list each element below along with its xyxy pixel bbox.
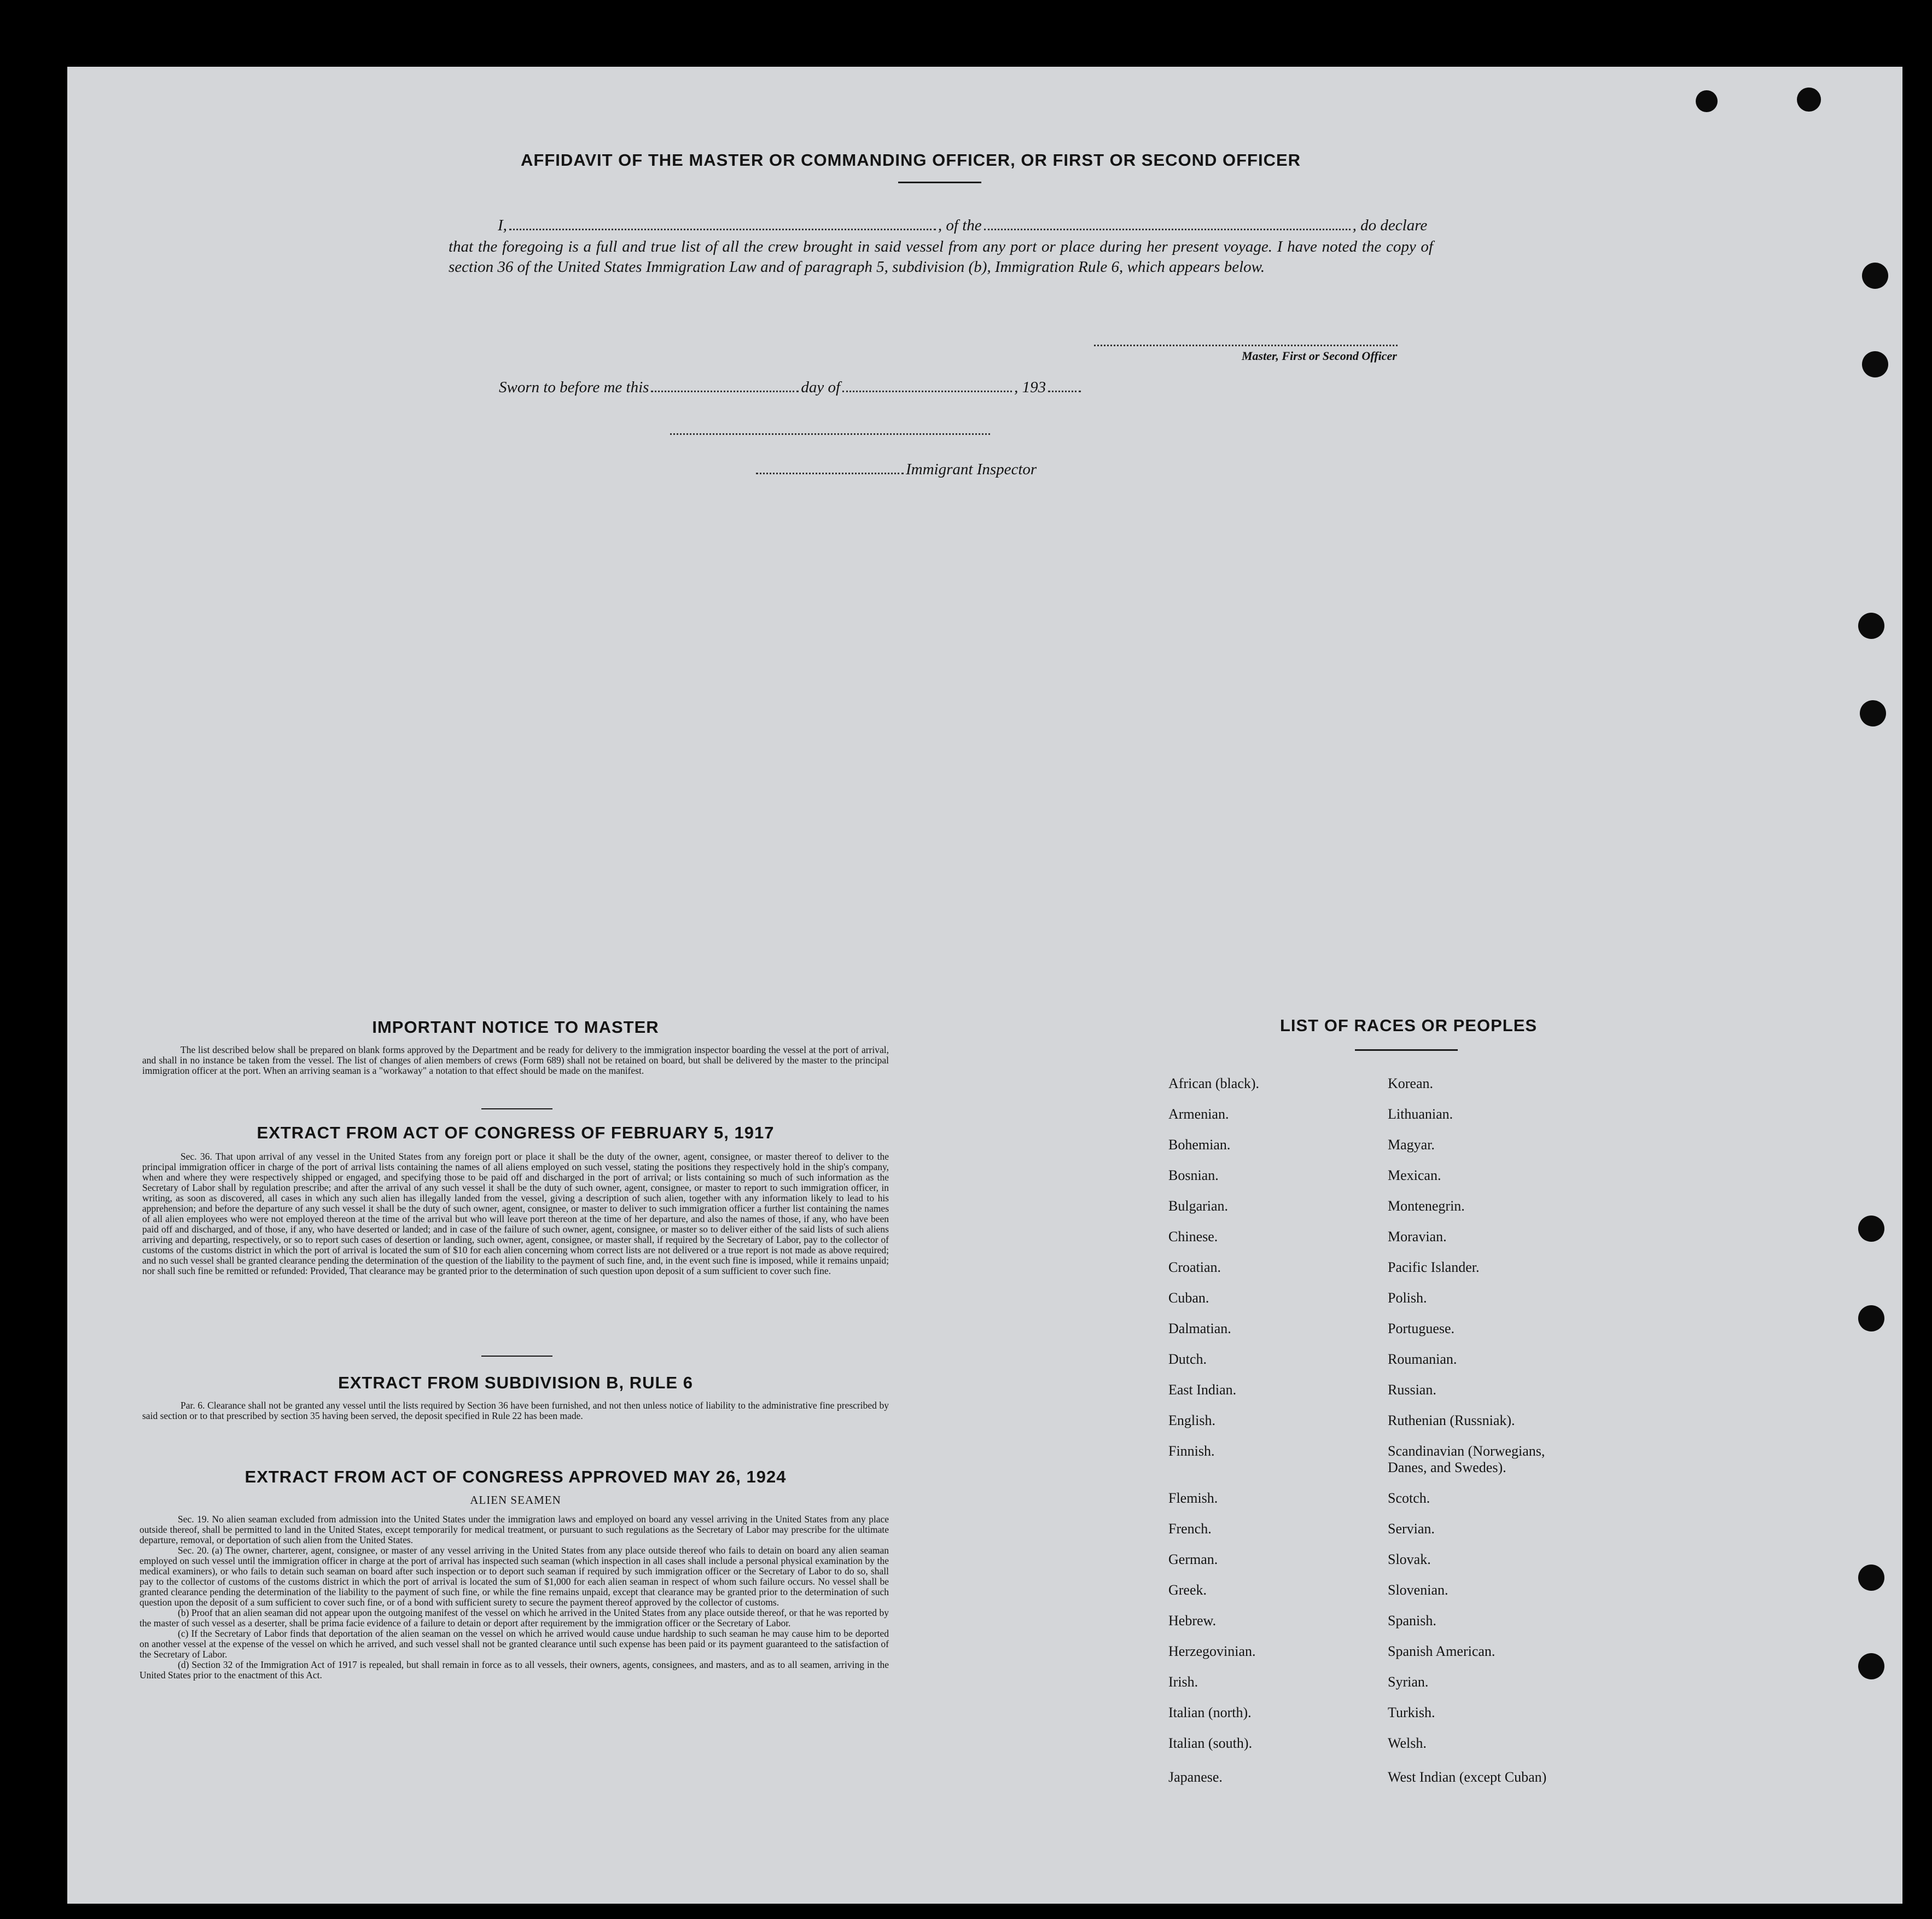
extract-rule6-title: EXTRACT FROM SUBDIVISION B, RULE 6 xyxy=(338,1373,693,1392)
title-rule xyxy=(898,182,981,183)
extract-1924-paragraph: (c) If the Secretary of Labor finds that deportation of the alien seaman on the vessel on which he arrived would cause undue hardship to such seaman he may cause him to be deported on another vessel at the expense of the vessel on which he arrived, and such vessel shall not be granted clearance until such expense has been paid or its payment guaranteed to the satisfaction of the Secretary of Labor. xyxy=(139,1628,889,1660)
of-the-label: , of the xyxy=(938,217,982,234)
extract-rule6-paragraph: Par. 6. Clearance shall not be granted any vessel until the lists required by Section 36 have been furnished, and not then unless notice of liability to the administrative fine prescribed by said section or to that prescribed by section 35 having been served, the deposit specified in Rule 22 has been made. xyxy=(142,1400,889,1421)
declaration-line xyxy=(498,217,1427,235)
race-left-item: Armenian. xyxy=(1168,1106,1229,1122)
extract-1917-text xyxy=(142,1152,889,1276)
race-left-item: Finnish. xyxy=(1168,1443,1215,1459)
race-left-item: Dalmatian. xyxy=(1168,1321,1231,1336)
punch-hole xyxy=(1858,1216,1884,1242)
punch-hole xyxy=(1858,1653,1884,1679)
punch-hole xyxy=(1696,90,1718,112)
race-right-item: Roumanian. xyxy=(1388,1351,1457,1367)
punch-hole xyxy=(1858,1305,1884,1331)
race-left-item: Herzegovinian. xyxy=(1168,1643,1256,1659)
extract-1924-title: EXTRACT FROM ACT OF CONGRESS APPROVED MAY 26, 1924 xyxy=(245,1467,787,1486)
race-left-item: African (black). xyxy=(1168,1075,1260,1091)
race-left-item: Croatian. xyxy=(1168,1259,1221,1275)
race-right-item: Russian. xyxy=(1388,1382,1436,1398)
punch-hole xyxy=(1858,1565,1884,1591)
extract-1924-text xyxy=(139,1514,889,1680)
name-blank[interactable] xyxy=(509,228,936,230)
extract-1924-paragraph: (b) Proof that an alien seaman did not appear upon the outgoing manifest of the vessel on which he arrived in the United States from any place outside thereof, or that he was reported by the master of such vessel as a deserter, shall be prima facie evidence of a failure to detain or deport after requirement by the immigration officer or the Secretary of Labor. xyxy=(139,1607,889,1629)
race-left-item: East Indian. xyxy=(1168,1382,1237,1398)
affidavit-title: AFFIDAVIT OF THE MASTER OR COMMANDING OFFICER, OR FIRST OR SECOND OFFICER xyxy=(521,150,1301,170)
race-right-item: Ruthenian (Russniak). xyxy=(1388,1412,1515,1428)
notice-title: IMPORTANT NOTICE TO MASTER xyxy=(372,1017,659,1037)
race-right-item: Polish. xyxy=(1388,1290,1427,1306)
race-right-item: Welsh. xyxy=(1388,1735,1427,1751)
punch-hole xyxy=(1860,700,1886,726)
extract-1924-paragraph: (d) Section 32 of the Immigration Act of 1917 is repealed, but shall remain in force as to all vessels, their owners, agents, consignees, and masters, and as to all seamen, arriving in the United States prior to the enactment of this Act. xyxy=(139,1659,889,1680)
extract-1924-paragraph: Sec. 19. No alien seaman excluded from admission into the United States under the immigration laws and employed on board any vessel arriving in the United States from any place outside thereof, shall be permitted to land in the United States, except temporarily for medical treatment, or pursuant to such regulations as the Secretary of Labor may prescribe for the ultimate departure, removal, or deportation of such alien from the United States. xyxy=(139,1514,889,1545)
notice-paragraph: The list described below shall be prepared on blank forms approved by the Department and be ready for delivery to the immigration inspector boarding the vessel at the port of arrival, and shall in no instance be taken from the vessel. The list of changes of alien members of crews (Form 689) shall not be retained on board, but shall be delivered by the master to the principal immigration officer at the port. When an arriving seaman is a "workaway" a notation to that effect should be made on the manifest. xyxy=(142,1044,889,1076)
race-right-item: Pacific Islander. xyxy=(1388,1259,1480,1275)
race-right-item: Spanish American. xyxy=(1388,1643,1495,1659)
race-right-item: Portuguese. xyxy=(1388,1321,1455,1336)
race-left-item: English. xyxy=(1168,1412,1215,1428)
race-right-item: Moravian. xyxy=(1388,1229,1447,1245)
race-right-item: West Indian (except Cuban) xyxy=(1388,1769,1547,1785)
race-right-item: Lithuanian. xyxy=(1388,1106,1453,1122)
race-left-item: Irish. xyxy=(1168,1674,1198,1690)
race-right-item: Slovenian. xyxy=(1388,1582,1448,1598)
race-right-item: Servian. xyxy=(1388,1521,1435,1537)
section-rule xyxy=(481,1356,552,1357)
year-label: , 193 xyxy=(1014,379,1046,396)
races-title: LIST OF RACES OR PEOPLES xyxy=(1279,1016,1538,1035)
race-right-item: Syrian. xyxy=(1388,1674,1429,1690)
extract-1924-paragraph: Sec. 20. (a) The owner, charterer, agent, consignee, or master of any vessel arriving in the United States from any place outside thereof who fails to detain on board any alien seaman employed on such vessel until the immigration officer in charge at the port of arrival has inspected such seaman (which inspection in all cases shall include a personal physical examination by the medical examiners), or who fails to detain such seaman on board after such inspection or to deport such seaman if required by such immigration officer or the Secretary of Labor to do so, shall pay to the collector of customs of the customs district in which the port of arrival is located the sum of $1,000 for each alien seaman in respect of whom such failure occurs. No vessel shall be granted clearance pending the determination of the liability to the payment of such fine, or while the fine remains unpaid, except that clearance may be granted prior to the determination of such question upon the deposit of a sum sufficient to cover such fine, or of a bond with sufficient surety to secure the payment thereof approved by the collector of customs. xyxy=(139,1545,889,1608)
inspector-blank[interactable] xyxy=(756,472,904,474)
race-right-item: Slovak. xyxy=(1388,1551,1431,1567)
day-blank[interactable] xyxy=(651,390,799,392)
inspector-signature-line[interactable] xyxy=(670,433,990,435)
extract-1917-title: EXTRACT FROM ACT OF CONGRESS OF FEBRUARY 5, 1917 xyxy=(257,1123,775,1142)
section-rule xyxy=(481,1108,552,1109)
extract-1924-subtitle: ALIEN SEAMEN xyxy=(470,1493,561,1507)
signature-label: Master, First or Second Officer xyxy=(1242,349,1397,363)
race-right-item: Korean. xyxy=(1388,1075,1434,1091)
race-left-item: Chinese. xyxy=(1168,1229,1218,1245)
race-right-item: Spanish. xyxy=(1388,1613,1436,1629)
punch-hole xyxy=(1797,88,1821,112)
race-left-item: Bohemian. xyxy=(1168,1137,1231,1153)
race-right-item: Scotch. xyxy=(1388,1490,1430,1506)
day-of-label: day of xyxy=(801,379,841,396)
sworn-label: Sworn to before me this xyxy=(499,379,649,396)
signature-line[interactable] xyxy=(1094,345,1398,346)
month-blank[interactable] xyxy=(842,390,1012,392)
race-left-item: Hebrew. xyxy=(1168,1613,1217,1629)
notice-text xyxy=(142,1045,889,1076)
race-right-item: Montenegrin. xyxy=(1388,1198,1465,1214)
race-right-item: Mexican. xyxy=(1388,1167,1441,1183)
declare-label: , do declare xyxy=(1352,217,1428,234)
punch-hole xyxy=(1862,263,1888,289)
declarant-prefix: I, xyxy=(498,217,507,234)
punch-hole xyxy=(1862,351,1888,377)
punch-hole xyxy=(1858,613,1884,639)
race-right-item: Turkish. xyxy=(1388,1705,1435,1720)
declaration-body: that the foregoing is a full and true list of all the crew brought in said vessel from any port or place during her present voyage. I have noted the copy of section 36 of the United States Immigration Law and of paragraph 5, subdivision (b), Immigration Rule 6, which appears below. xyxy=(449,238,1433,276)
sworn-line xyxy=(499,379,1083,397)
race-left-item: Italian (south). xyxy=(1168,1735,1253,1751)
race-left-item: Flemish. xyxy=(1168,1490,1218,1506)
race-left-item: French. xyxy=(1168,1521,1212,1537)
race-left-item: Bulgarian. xyxy=(1168,1198,1229,1214)
race-left-item: Dutch. xyxy=(1168,1351,1207,1367)
race-left-item: Greek. xyxy=(1168,1582,1207,1598)
race-left-item: Japanese. xyxy=(1168,1769,1223,1785)
race-right-item: Magyar. xyxy=(1388,1137,1435,1153)
race-left-item: Bosnian. xyxy=(1168,1167,1219,1183)
year-blank[interactable] xyxy=(1048,390,1081,392)
race-left-item: Cuban. xyxy=(1168,1290,1209,1306)
extract-1917-paragraph: Sec. 36. That upon arrival of any vessel in the United States from any foreign port or place it shall be the duty of the owner, agent, consignee, or master thereof to deliver to the principal immigration officer in charge of the port of arrival lists containing the names of all aliens employed on such vessel, stating the positions they respectively hold in the ship's company, when and where they were respectively shipped or engaged, and specifying those to be paid off and discharged in the port of arrival; or lists containing so much of such information as the Secretary of Labor shall by regulation prescribe; and after the arrival of any such vessel it shall be the duty of such owner, agent, consignee, or master to report to such immigration officer, in writing, as soon as discovered, all cases in which any such alien has illegally landed from the vessel, giving a description of such alien, together with any information likely to lead to his apprehension; and before the departure of any such vessel it shall be the duty of such owner, agent, consignee, or master to deliver to such immigration officer a further list containing the names of all alien employees who were not employed thereon at the time of the arrival but who will leave port thereon at the time of her departure, and also the names of those, if any, who have been paid off and discharged, and of those, if any, who have deserted or landed; and in case of the failure of such owner, agent, consignee, or master so to deliver either of the said lists of such aliens arriving and departing, respectively, or so to report such cases of desertion or landing, such owner, agent, consignee, or master shall, if required by the Secretary of Labor, pay to the collector of customs of the customs district in which the port of arrival is located the sum of $10 for each alien concerning whom correct lists are not delivered or a true report is not made as above required; and no such vessel shall be granted clearance pending the determination of the question of the liability to the payment of such fine, and, in the event such fine is imposed, while it remains unpaid; nor shall such fine be remitted or refunded: Provided, That clearance may be granted prior to the determination of such question upon deposit of a sum sufficient to cover such fine. xyxy=(142,1151,889,1276)
title-rule xyxy=(1355,1049,1458,1051)
extract-rule6-text xyxy=(142,1400,889,1421)
vessel-blank[interactable] xyxy=(984,228,1351,230)
race-right-item: Scandinavian (Norwegians, Danes, and Swedes). xyxy=(1388,1443,1545,1475)
race-left-item: German. xyxy=(1168,1551,1218,1567)
inspector-line xyxy=(754,461,1037,479)
race-left-item: Italian (north). xyxy=(1168,1705,1252,1720)
inspector-label: Immigrant Inspector xyxy=(906,461,1037,478)
